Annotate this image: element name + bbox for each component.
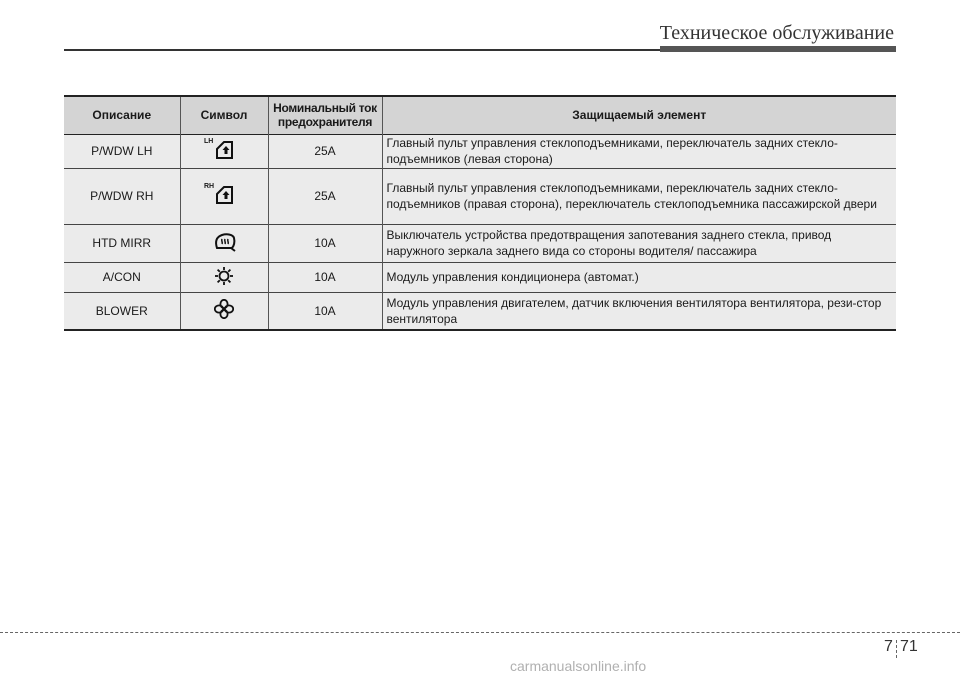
header-rated-current <box>268 96 382 134</box>
air-conditioning-icon <box>204 264 244 288</box>
blower-fan-icon <box>204 297 244 321</box>
power-window-lh-icon <box>204 138 244 162</box>
power-window-rh-icon <box>204 183 244 207</box>
cell-symbol <box>180 168 268 224</box>
cell-rating: 25A <box>268 134 382 168</box>
cell-symbol <box>180 224 268 262</box>
fuse-table <box>64 95 896 331</box>
table-row <box>64 134 896 168</box>
footer-divider <box>0 632 960 633</box>
cell-rating: 10A <box>268 292 382 330</box>
heated-mirror-icon <box>204 230 244 254</box>
symbol-tag: LH <box>204 137 214 145</box>
cell-symbol <box>180 134 268 168</box>
cell-description: HTD MIRR <box>92 236 152 250</box>
cell-protected-element: Выключатель устройства предотвращения запотевания заднего стекла, привод наружного зеркала заднего вида со стороны водителя/ пассажира <box>382 224 896 262</box>
page-header-title: Техническое обслуживание <box>659 22 894 44</box>
cell-rating: 10A <box>268 262 382 292</box>
cell-rating: 10A <box>268 224 382 262</box>
cell-description: BLOWER <box>95 303 148 318</box>
cell-symbol <box>180 292 268 330</box>
header-description: Описание <box>92 108 152 123</box>
header-protected-element: Защищаемый элемент <box>382 96 896 134</box>
cell-description: P/WDW LH <box>91 144 153 158</box>
cell-symbol <box>180 262 268 292</box>
header-symbol: Символ <box>180 96 268 134</box>
cell-description: A/CON <box>102 270 141 284</box>
cell-protected-element: Главный пульт управления стеклоподъемниками, переключатель задних стекло-подъемников (левая сторона) <box>382 134 896 168</box>
page-number: 71 <box>900 638 918 655</box>
table-header-row <box>64 96 896 134</box>
cell-protected-element: Модуль управления двигателем, датчик включения вентилятора вентилятора, рези-стор вентилятора <box>382 292 896 330</box>
table-row <box>64 262 896 292</box>
table-row <box>64 168 896 224</box>
header-rule-accent <box>660 46 896 52</box>
table-row <box>64 292 896 330</box>
cell-protected-element: Модуль управления кондиционера (автомат.) <box>382 262 896 292</box>
page-number-separator <box>896 640 897 658</box>
chapter-number: 7 <box>884 638 893 655</box>
header-rated-line1: Номинальный ток <box>273 101 377 116</box>
cell-protected-element: Главный пульт управления стеклоподъемниками, переключатель задних стекло-подъемников (правая сторона), переключатель стеклоподъемника пассажирской двери <box>382 168 896 224</box>
symbol-tag: RH <box>204 182 215 190</box>
cell-description: P/WDW RH <box>90 189 154 203</box>
table-row <box>64 224 896 262</box>
cell-rating: 25A <box>268 168 382 224</box>
header-rated-line2: предохранителя <box>277 115 373 130</box>
watermark-text: carmanualsonline.info <box>510 658 647 674</box>
